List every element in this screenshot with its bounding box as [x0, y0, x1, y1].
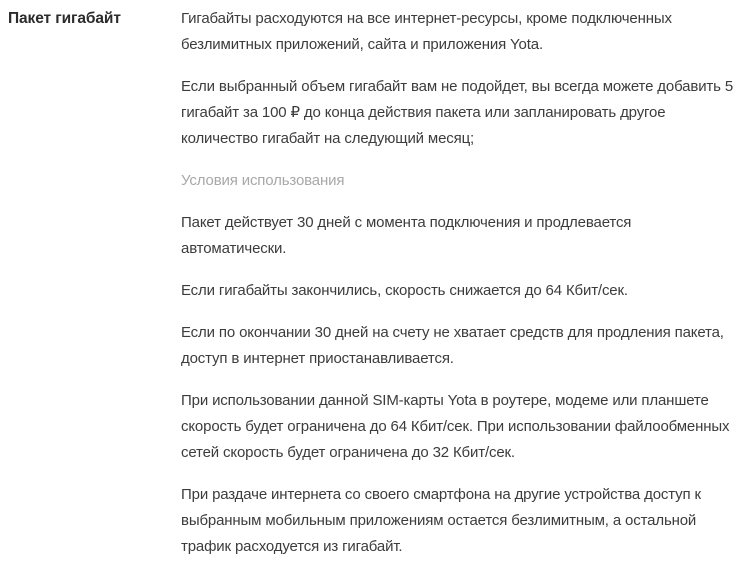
description-paragraph: Пакет действует 30 дней с момента подключения и продлевается автоматически. [181, 214, 632, 257]
row-description [181, 6, 744, 560]
description-paragraph: При использовании данной SIM-карты Yota в роутере, модеме или планшете скорость будет ограничена до 64 Кбит/сек. При использовании файлообменных сетей скорость будет ограничена до 32 Кбит/сек. [181, 392, 730, 461]
description-paragraph: Если по окончании 30 дней на счету не хватает средств для продления пакета, доступ в интернет приостанавливается. [181, 324, 724, 367]
description-paragraph: Если гигабайты закончились, скорость снижается до 64 Кбит/сек. [181, 282, 628, 299]
usage-terms-subheading: Условия использования [181, 172, 345, 189]
row-term-gigabyte-package: Пакет гигабайт [8, 10, 121, 27]
description-paragraph: Если выбранный объем гигабайт вам не подойдет, вы всегда можете добавить 5 гигабайт за 100 ₽ до конца действия пакета или запланировать другое количество гигабайт на следующий месяц; [181, 78, 734, 147]
description-paragraph: Гигабайты расходуются на все интернет-ресурсы, кроме подключенных безлимитных приложений, сайта и приложения Yota. [181, 10, 672, 53]
description-paragraph: При раздаче интернета со своего смартфона на другие устройства доступ к выбранным мобильным приложениям остается безлимитным, а остальной трафик расходуется из гигабайт. [181, 486, 701, 555]
